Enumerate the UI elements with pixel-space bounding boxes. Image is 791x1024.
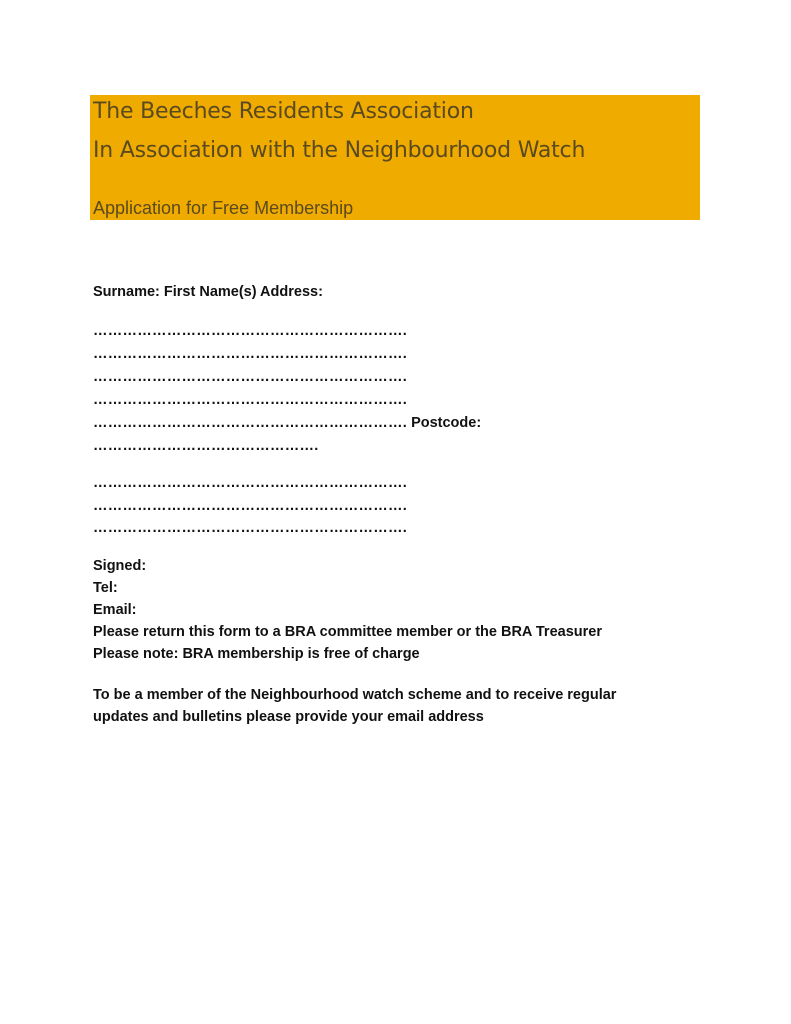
email-label: Email: [93,602,137,618]
association-title: The Beeches Residents Association [93,99,474,124]
form-title: Application for Free Membership [93,198,354,218]
return-instructions: Please return this form to a BRA committee member or the BRA Treasurer [93,624,602,640]
postcode-row[interactable] [93,414,481,432]
signed-label: Signed: [93,558,147,574]
address-line-5[interactable]: ………………………………………………………. [93,415,408,431]
address-line-4[interactable]: ………………………………………………………. [93,392,408,408]
address-line-3[interactable]: ………………………………………………………. [93,369,408,385]
signed-line[interactable]: ………………………………………………………. [93,475,408,491]
postcode-line[interactable]: ………………………………………. [93,438,319,454]
email-line[interactable]: ………………………………………………………. [93,520,408,536]
name-address-label: Surname: First Name(s) Address: [93,284,323,300]
neighbourhood-watch-note-line-1: To be a member of the Neighbourhood watch scheme and to receive regular [93,687,617,703]
address-line-2[interactable]: ………………………………………………………. [93,346,408,362]
free-membership-note: Please note: BRA membership is free of charge [93,646,420,662]
tel-line[interactable]: ………………………………………………………. [93,498,408,514]
postcode-label: Postcode: [411,415,482,431]
neighbourhood-watch-note-line-2: updates and bulletins please provide your email address [93,709,484,725]
association-subtitle: In Association with the Neighbourhood Watch [93,138,586,163]
tel-label: Tel: [93,580,118,596]
address-line-1[interactable]: ………………………………………………………. [93,323,408,339]
